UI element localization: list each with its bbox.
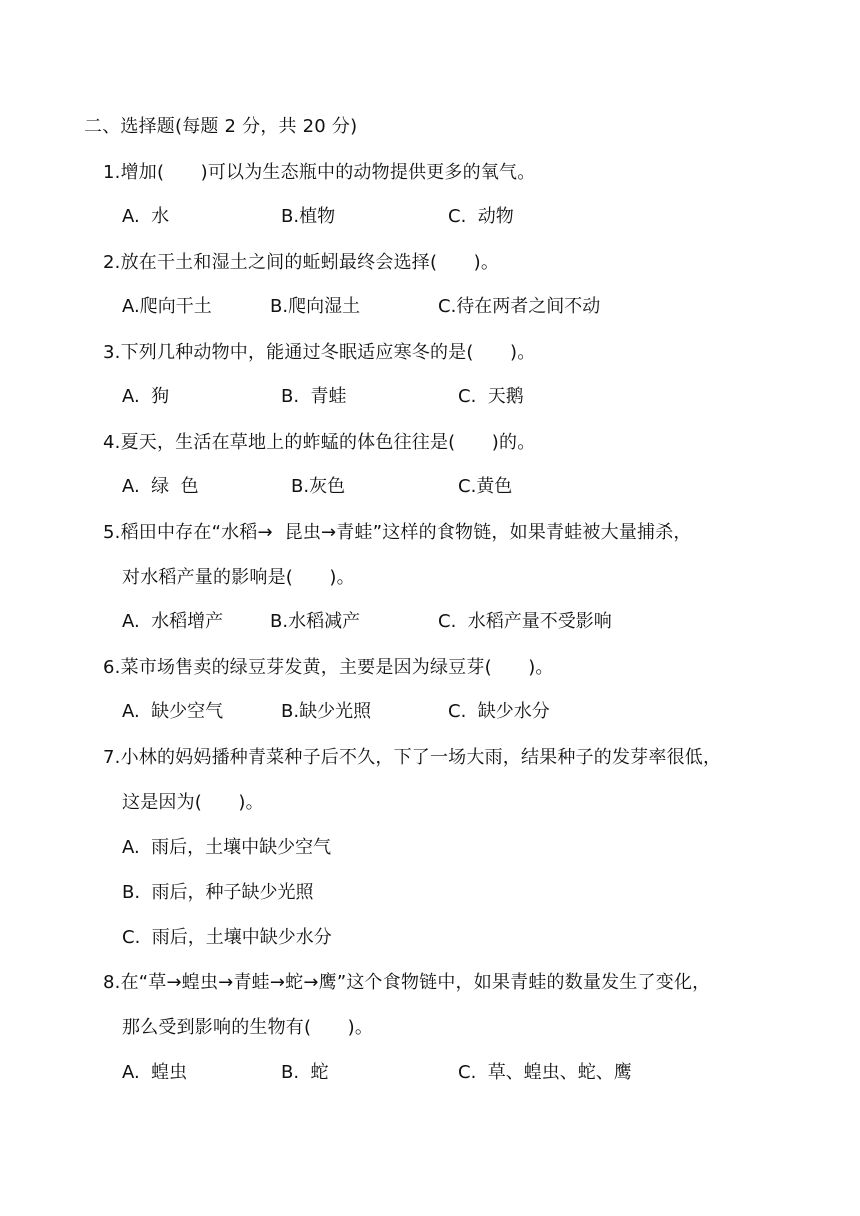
question-3-stem: 3.下列几种动物中，能通过冬眠适应寒冬的是( )。	[103, 342, 536, 363]
question-3-option-a: A. 狗	[122, 386, 170, 407]
question-6-option-b: B.缺少光照	[281, 701, 372, 722]
question-1-option-b: B.植物	[281, 206, 336, 227]
question-4-stem: 4.夏天，生活在草地上的蚱蜢的体色往往是( )的。	[103, 432, 536, 453]
question-4-option-a: A. 绿 色	[122, 476, 199, 497]
question-2-stem: 2.放在干土和湿土之间的蚯蚓最终会选择( )。	[103, 252, 500, 273]
question-1-option-a: A. 水	[122, 206, 170, 227]
question-1-option-c: C. 动物	[448, 206, 514, 227]
question-2-option-c: C.待在两者之间不动	[438, 296, 601, 317]
question-6-stem: 6.菜市场售卖的绿豆芽发黄，主要是因为绿豆芽( )。	[103, 657, 554, 678]
question-8-option-a: A. 蝗虫	[122, 1062, 188, 1083]
question-1-stem: 1.增加( )可以为生态瓶中的动物提供更多的氧气。	[103, 162, 536, 183]
question-5-option-c: C. 水稻产量不受影响	[438, 611, 612, 632]
section-title: 二、选择题(每题 2 分，共 20 分)	[84, 116, 358, 137]
question-8-option-c: C. 草、蝗虫、蛇、鹰	[458, 1062, 632, 1083]
question-7-stem-line-1: 7.小林的妈妈播种青菜种子后不久，下了一场大雨，结果种子的发芽率很低，	[103, 747, 722, 768]
question-5-stem-line-2: 对水稻产量的影响是( )。	[122, 567, 355, 588]
question-8-option-b: B. 蛇	[281, 1062, 329, 1083]
question-7-option-a: A. 雨后，土壤中缺少空气	[122, 837, 332, 858]
question-6-option-c: C. 缺少水分	[448, 701, 550, 722]
question-7-option-c: C. 雨后，土壤中缺少水分	[122, 927, 332, 948]
question-4-option-b: B.灰色	[291, 476, 346, 497]
question-8-stem-line-2: 那么受到影响的生物有( )。	[122, 1017, 374, 1038]
question-7-stem-line-2: 这是因为( )。	[122, 792, 264, 813]
question-3-option-c: C. 天鹅	[458, 386, 524, 407]
question-4-option-c: C.黄色	[458, 476, 513, 497]
question-5-stem-line-1: 5.稻田中存在“水稻→ 昆虫→青蛙”这样的食物链，如果青蛙被大量捕杀，	[103, 522, 692, 543]
question-5-option-a: A. 水稻增产	[122, 611, 224, 632]
question-2-option-a: A.爬向干土	[122, 296, 212, 317]
question-3-option-b: B. 青蛙	[281, 386, 347, 407]
question-8-stem-line-1: 8.在“草→蝗虫→青蛙→蛇→鹰”这个食物链中，如果青蛙的数量发生了变化，	[103, 972, 711, 993]
question-2-option-b: B.爬向湿土	[270, 296, 361, 317]
question-7-option-b: B. 雨后，种子缺少光照	[122, 882, 314, 903]
question-6-option-a: A. 缺少空气	[122, 701, 224, 722]
question-5-option-b: B.水稻减产	[270, 611, 361, 632]
